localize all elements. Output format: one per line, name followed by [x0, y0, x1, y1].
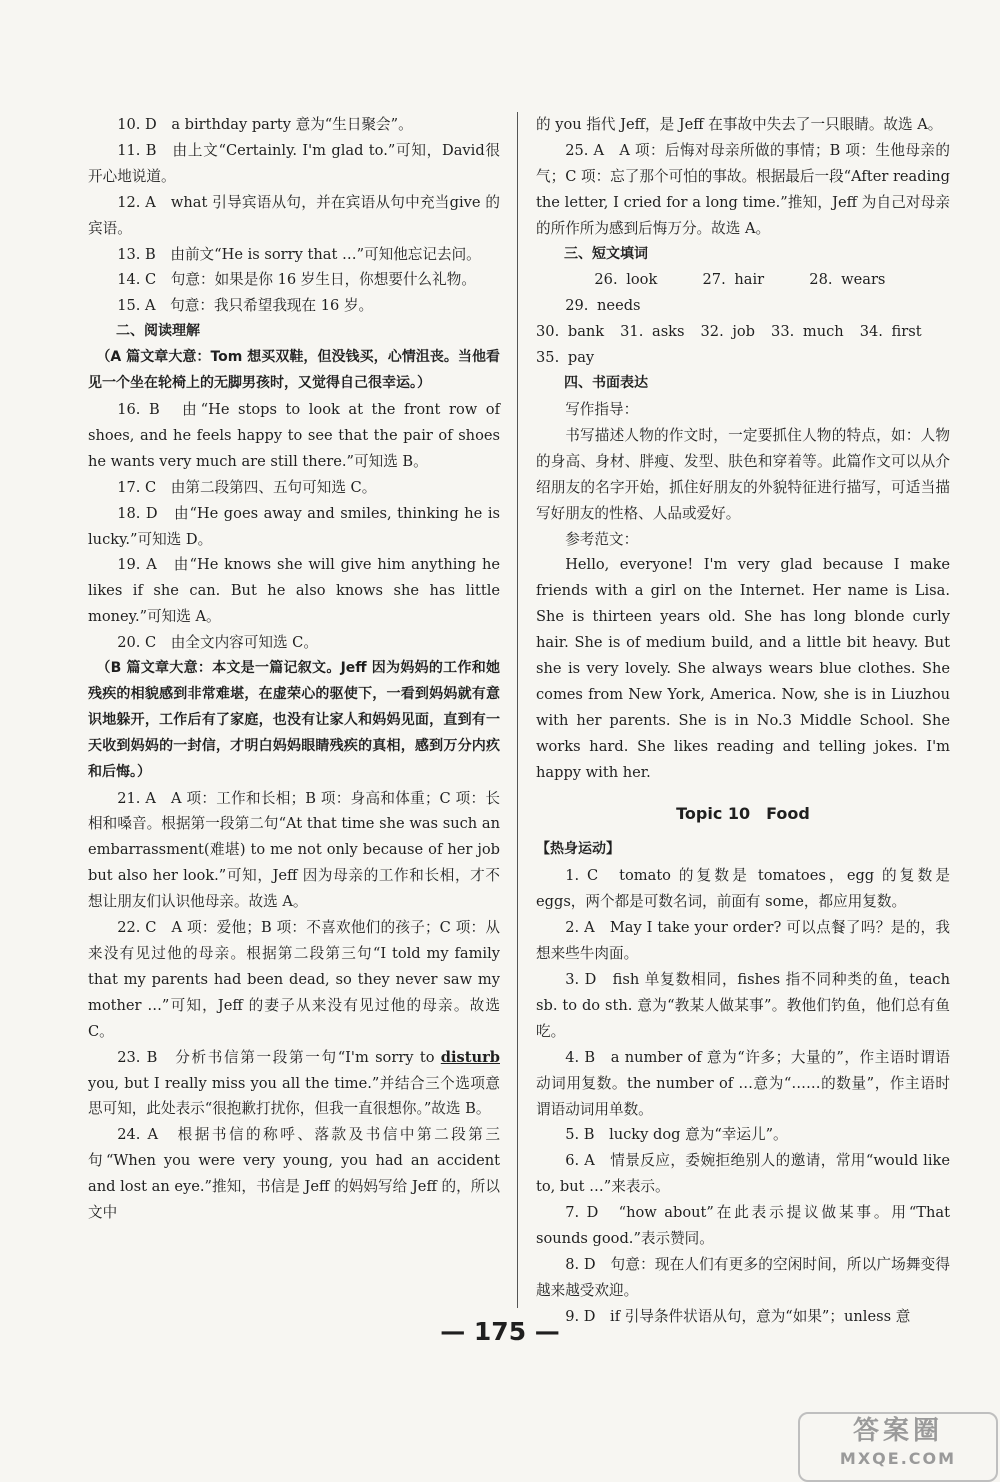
writing-guide: 书写描述人物的作文时，一定要抓住人物的特点，如：人物的身高、身材、胖瘦、发型、肤色和穿着等。此篇作文可以从介绍朋友的名字开始，抓住好朋友的外貌特征进行描写，可适当描写好朋友的性格、人品或爱好。: [536, 426, 950, 522]
right-column: [536, 112, 950, 1330]
passage-b-summary: （B 篇文章大意：本文是一篇记叙文。Jeff 因为妈妈的工作和她残疾的相貌感到非常难堪，在虚荣心的驱使下，一看到妈妈就有意识地躲开，工作后有了家庭，也没有让家人和妈妈见面，直到有一天收到妈妈的一封信，才明白妈妈眼睛残疾的真相，感到万分内疚和后悔。）: [88, 660, 500, 780]
fill-answer: 28. wears: [809, 271, 886, 289]
watermark-logo: [798, 1412, 998, 1482]
topic-title: Topic 10 Food: [676, 803, 810, 823]
answer-19: 19. A 由“He knows she will give him anything he likes if she can. But he also knows she has little money.”可知选 A。: [88, 556, 500, 626]
answer-14: 14. C 句意：如果是你 16 岁生日，你想要什么礼物。: [117, 271, 476, 289]
answer-16: 16. B 由“He stops to look at the front row of shoes, and he feels happy to see that the pair of shoes he wants very much are still there.”可知选 B。: [88, 400, 500, 470]
sample-essay: Hello, everyone! I'm very glad because I make friends with a girl on the Internet. Her name is Lisa. She is thirteen years old. She has long blonde curly hair. She is of medium build, and a little bit heavy. But she is very lovely. She always wears blue clothes. She comes from New York, America. Now, she is in Liuzhou with her parents. She is in No.3 Middle School. She works hard. She likes reading and telling jokes. I'm happy with her.: [536, 556, 950, 781]
fill-answer: 34. first: [859, 323, 922, 341]
answer-23: [88, 1045, 500, 1123]
writing-guide-title: 写作指导：: [565, 400, 639, 418]
left-column: [88, 112, 500, 1226]
answer-24: 24. A 根据书信的称呼、落款及书信中第二段第三句“When you were very young, you had an accident and lost an eye.”推知，书信是 Jeff 的妈妈写给 Jeff 的，所以文中: [88, 1126, 500, 1222]
warmup-answer-5: 5. B lucky dog 意为“幸运儿”。: [565, 1126, 788, 1144]
fill-answer: 31. asks: [620, 323, 685, 341]
underlined-word: disturb: [440, 1048, 500, 1066]
warmup-heading: 【热身运动】: [536, 841, 620, 858]
warmup-answer-6: 6. A 情景反应，委婉拒绝别人的邀请，常用“would like to, but …”来表示。: [536, 1152, 950, 1196]
fill-answer: 30. bank: [536, 323, 605, 341]
watermark-url: MXQE.COM: [839, 1449, 957, 1468]
answer-17: 17. C 由第二段第四、五句可知选 C。: [117, 478, 377, 496]
warmup-answer-1: 1. C tomato 的复数是 tomatoes，egg 的复数是 eggs，两个都是可数名词，前面有 some，都应用复数。: [536, 867, 950, 911]
passage-a-summary: （A 篇文章大意：Tom 想买双鞋，但没钱买，心情沮丧。当他看见一个坐在轮椅上的无脚男孩时，又觉得自己很幸运。）: [88, 349, 500, 392]
answer-25: 25. A A 项：后悔对母亲所做的事情；B 项：生他母亲的气；C 项：忘了那个可怕的事故。根据最后一段“After reading the letter, I cried for a long time.”推知，Jeff 为自己对母亲的所作所为感到后悔万分。故选 A。: [536, 141, 951, 237]
fill-answer: 33. much: [771, 323, 844, 341]
section-heading-reading: 二、阅读理解: [116, 323, 200, 340]
warmup-answer-3: 3. D fish 单复数相同，fishes 指不同种类的鱼，teach sb. to do sth. 意为“教某人做某事”。教他们钓鱼，他们总有鱼吃。: [536, 971, 950, 1040]
answer-22: 22. C A 项：爱他；B 项：不喜欢他们的孩子；C 项：从来没有见过他的母亲。根据第二段第三句“I told my family that my parents had been dead, so they never saw my mother …”可知，Jeff 的妻子从来没有见过他的母亲。故选 C。: [88, 919, 500, 1040]
warmup-answer-7: 7. D “how about”在此表示提议做某事。用“That sounds good.”表示赞同。: [536, 1204, 950, 1248]
watermark-text: 答案圈: [852, 1416, 943, 1446]
fill-answer: 32. job: [700, 323, 756, 341]
section-heading-writing: 四、书面表达: [564, 375, 648, 392]
answer-10: 10. D a birthday party 意为“生日聚会”。: [117, 116, 413, 133]
fill-answers-row-3: [536, 345, 950, 371]
sample-essay-title: 参考范文：: [565, 530, 639, 548]
answer-13: 13. B 由前文“He is sorry that …”可知他忘记去问。: [117, 245, 481, 263]
warmup-answer-4: 4. B a number of 意为“许多；大量的”，作主语时谓语动词用复数。the number of …意为“……的数量”，作主语时谓语动词用单数。: [536, 1048, 950, 1118]
answer-23-end: you, but I really miss you all the time.”并结合三个选项意思可知，此处表示“很抱歉打扰你，但我一直很想你。”故选 B。: [88, 1074, 500, 1118]
column-divider: [517, 112, 518, 1308]
answer-23-start: 23. B 分析书信第一段第一句“I'm sorry to: [117, 1048, 441, 1066]
answer-21: 21. A A 项：工作和长相；B 项：身高和体重；C 项：长相和嗓音。根据第一段第二句“At that time she was such an embarrassment(难堪) to me not only because of her job but also her look.”可知，Jeff 因为母亲的工作和长相，才不想让朋友们认识他母亲。故选 A。: [88, 789, 500, 911]
fill-answer: 35. pay: [536, 349, 595, 367]
fill-answer: 27. hair: [702, 271, 765, 289]
answer-20: 20. C 由全文内容可知选 C。: [117, 634, 318, 652]
section-heading-fill-in: 三、短文填词: [564, 245, 648, 262]
page-number: — 175 —: [440, 1317, 560, 1346]
answer-15: 15. A 句意：我只希望我现在 16 岁。: [117, 297, 374, 315]
fill-answers-row-2: [536, 319, 950, 345]
fill-answer: 26. look: [594, 271, 658, 289]
answer-12: 12. A what 引导宾语从句，并在宾语从句中充当give 的宾语。: [88, 193, 500, 237]
warmup-answer-2: 2. A May I take your order? 可以点餐了吗？是的，我想来些牛肉面。: [536, 919, 950, 963]
fill-answer: 29. needs: [565, 297, 641, 315]
warmup-answer-9: 9. D if 引导条件状语从句，意为“如果”；unless 意: [565, 1307, 911, 1325]
answer-18: 18. D 由“He goes away and smiles, thinking he is lucky.”可知选 D。: [88, 504, 500, 548]
fill-answers-row-1: [536, 267, 950, 319]
warmup-answer-8: 8. D 句意：现在人们有更多的空闲时间，所以广场舞变得越来越受欢迎。: [536, 1255, 950, 1299]
answer-24-continued: 的 you 指代 Jeff，是 Jeff 在事故中失去了一只眼睛。故选 A。: [536, 116, 943, 133]
answer-11: 11. B 由上文“Certainly. I'm glad to.”可知，David很开心地说道。: [88, 141, 500, 185]
